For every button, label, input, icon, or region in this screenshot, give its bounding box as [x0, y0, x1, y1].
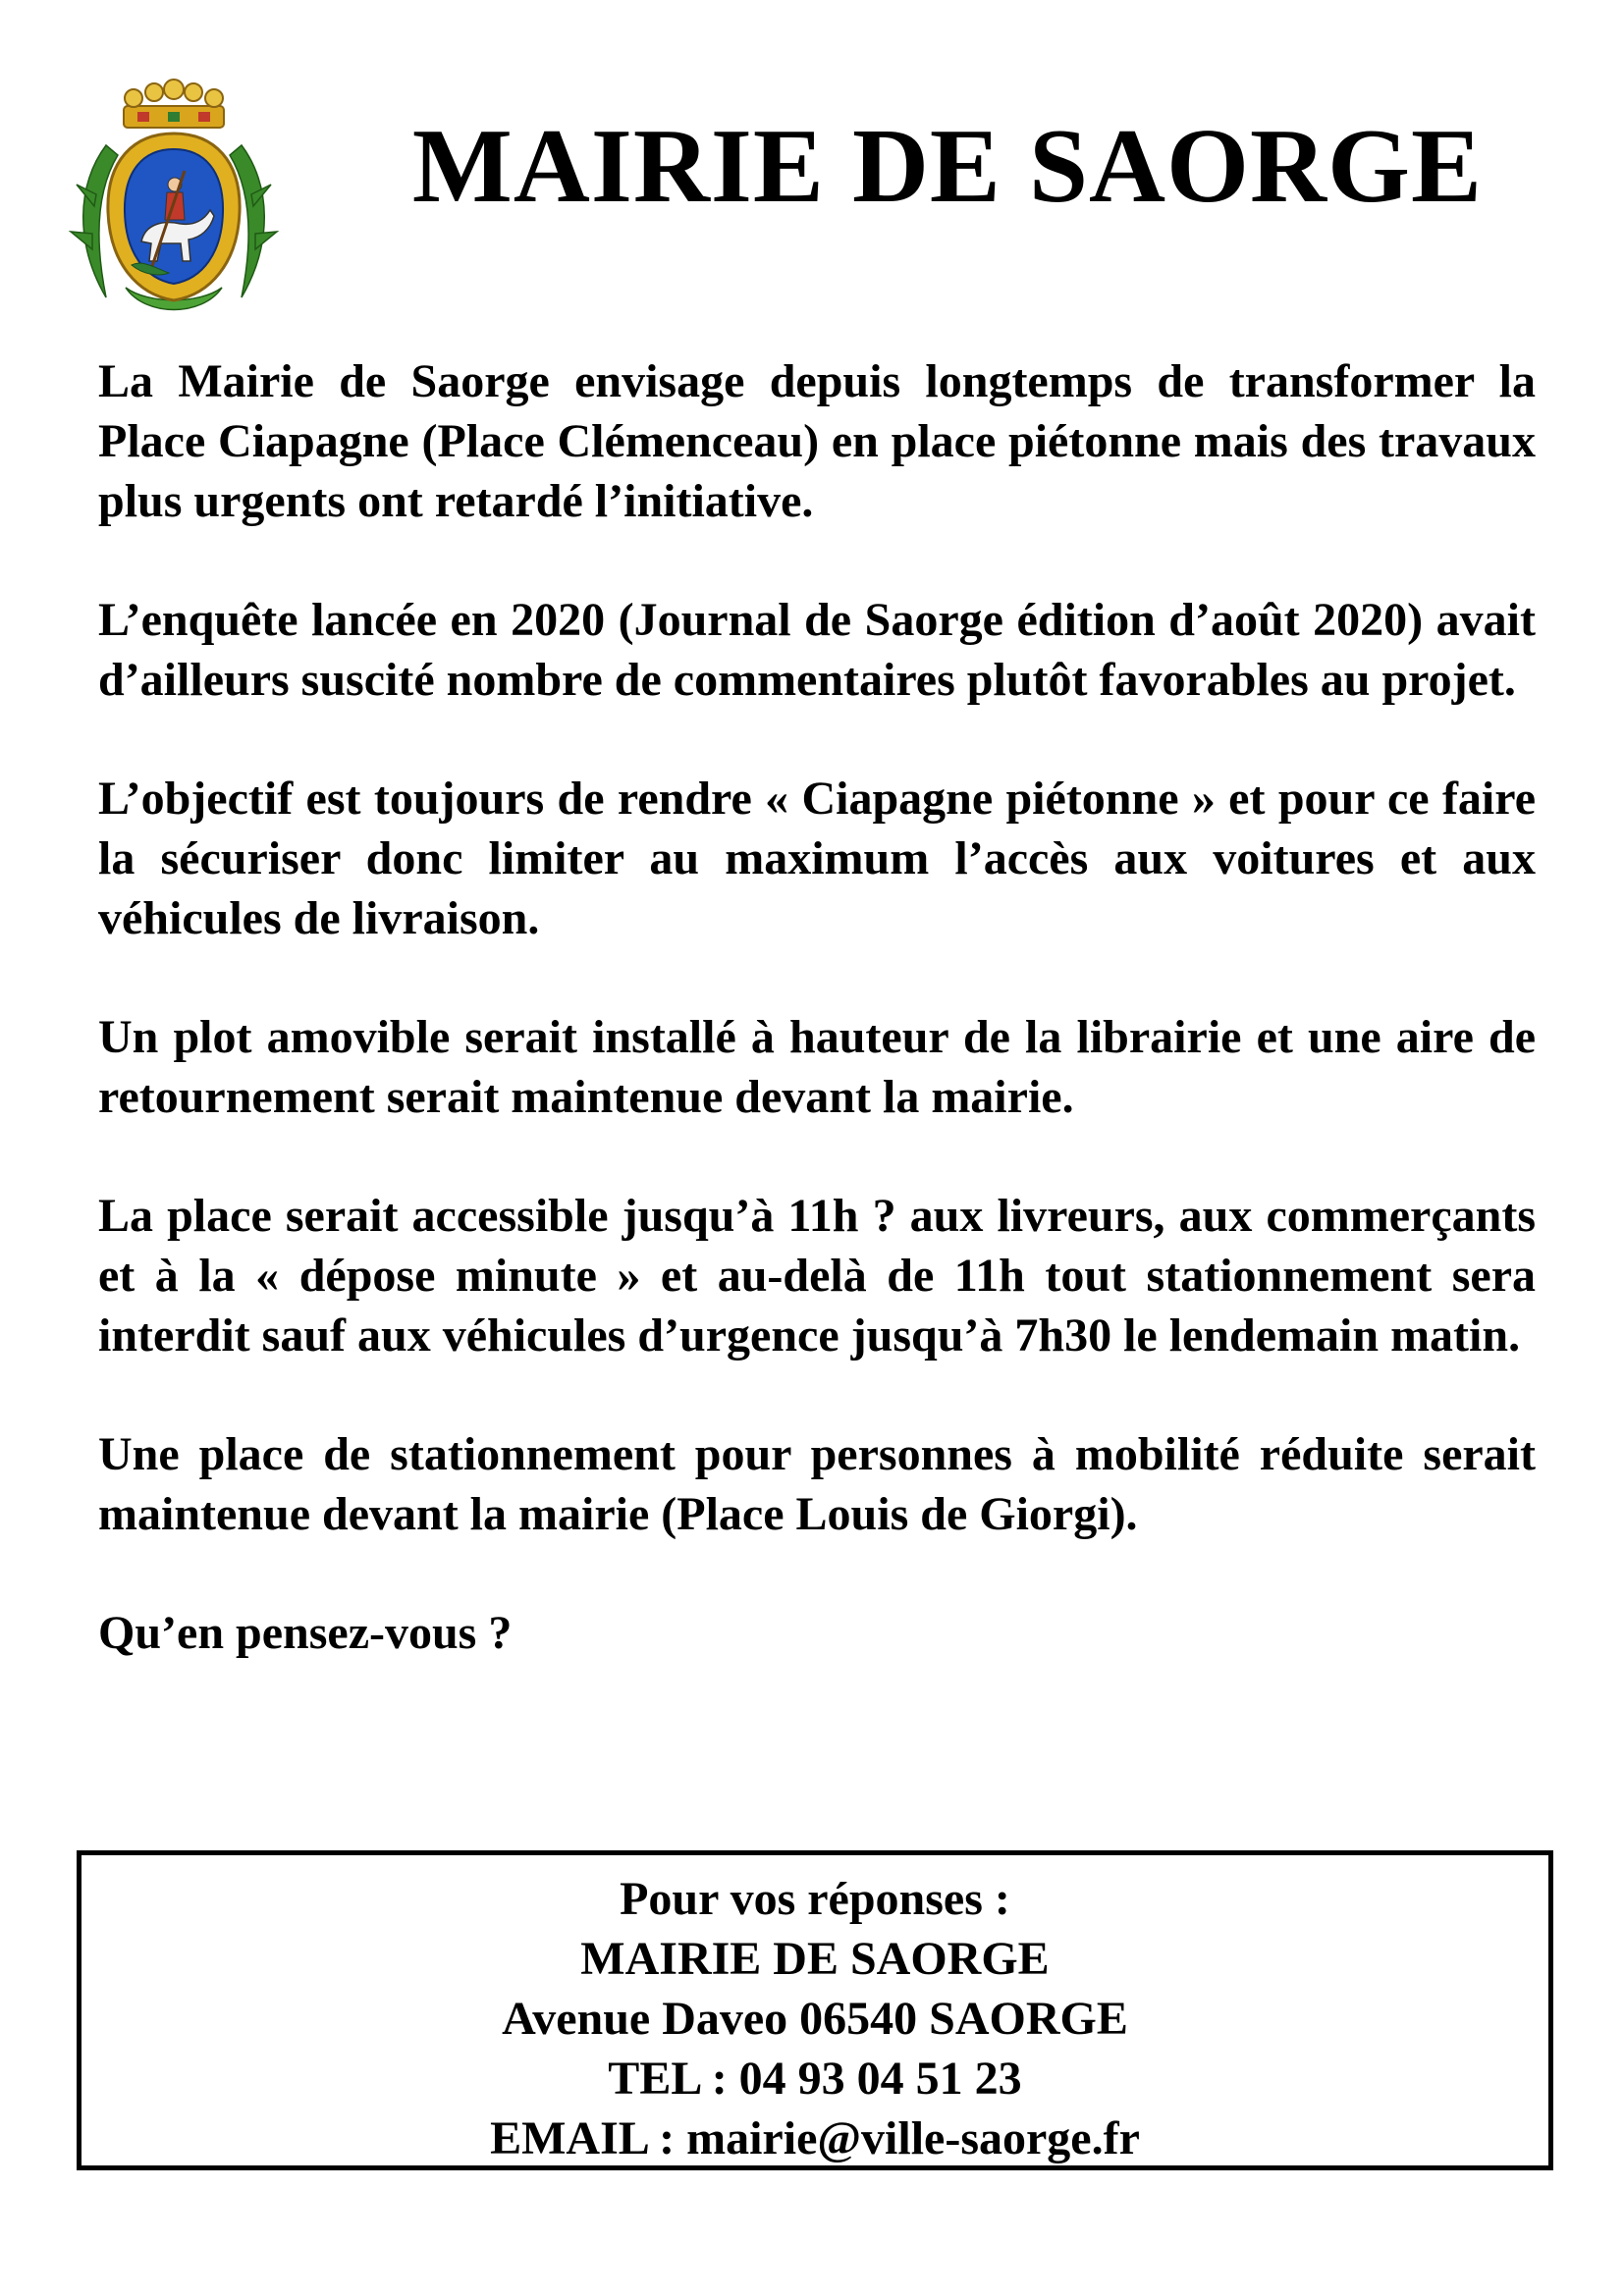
paragraph: La Mairie de Saorge envisage depuis longtemps de transformer la Place Ciapagne (Place Clémenceau) en place piétonne mais des travaux plus urgents ont retardé l’initiative. — [98, 355, 1536, 527]
contact-heading: Pour vos réponses : — [620, 1873, 1010, 1925]
paragraph: La place serait accessible jusqu’à 11h ? aux livreurs, aux commerçants et à la « dépose minute » et au-delà de 11h tout stationnement sera interdit sauf aux véhicules d’urgence jusqu’à 7h30 le lendemain matin. — [98, 1190, 1536, 1362]
contact-address: Avenue Daveo 06540 SAORGE — [502, 1993, 1128, 2045]
contact-phone: TEL : 04 93 04 51 23 — [608, 2053, 1022, 2105]
crown-icon — [124, 80, 224, 128]
paragraph: Un plot amovible serait installé à hauteur de la librairie et une aire de retournement serait maintenue devant la mairie. — [98, 1011, 1536, 1123]
paragraph: L’objectif est toujours de rendre « Ciapagne piétonne » et pour ce faire la sécuriser donc limiter au maximum l’accès aux voitures et aux véhicules de livraison. — [98, 773, 1536, 944]
announcement-body — [98, 351, 1536, 1722]
contact-name: MAIRIE DE SAORGE — [580, 1933, 1050, 1985]
page-title: MAIRIE DE SAORGE — [411, 108, 1484, 225]
closing-question: Qu’en pensez-vous ? — [98, 1607, 513, 1659]
paragraph: L’enquête lancée en 2020 (Journal de Saorge édition d’août 2020) avait d’ailleurs suscité nombre de commentaires plutôt favorables au projet. — [98, 594, 1536, 706]
contact-box — [77, 1850, 1553, 2170]
coat-of-arms-logo — [67, 77, 281, 324]
paragraph: Une place de stationnement pour personnes à mobilité réduite serait maintenue devant la mairie (Place Louis de Giorgi). — [98, 1428, 1536, 1540]
contact-email: EMAIL : mairie@ville-saorge.fr — [490, 2112, 1140, 2164]
